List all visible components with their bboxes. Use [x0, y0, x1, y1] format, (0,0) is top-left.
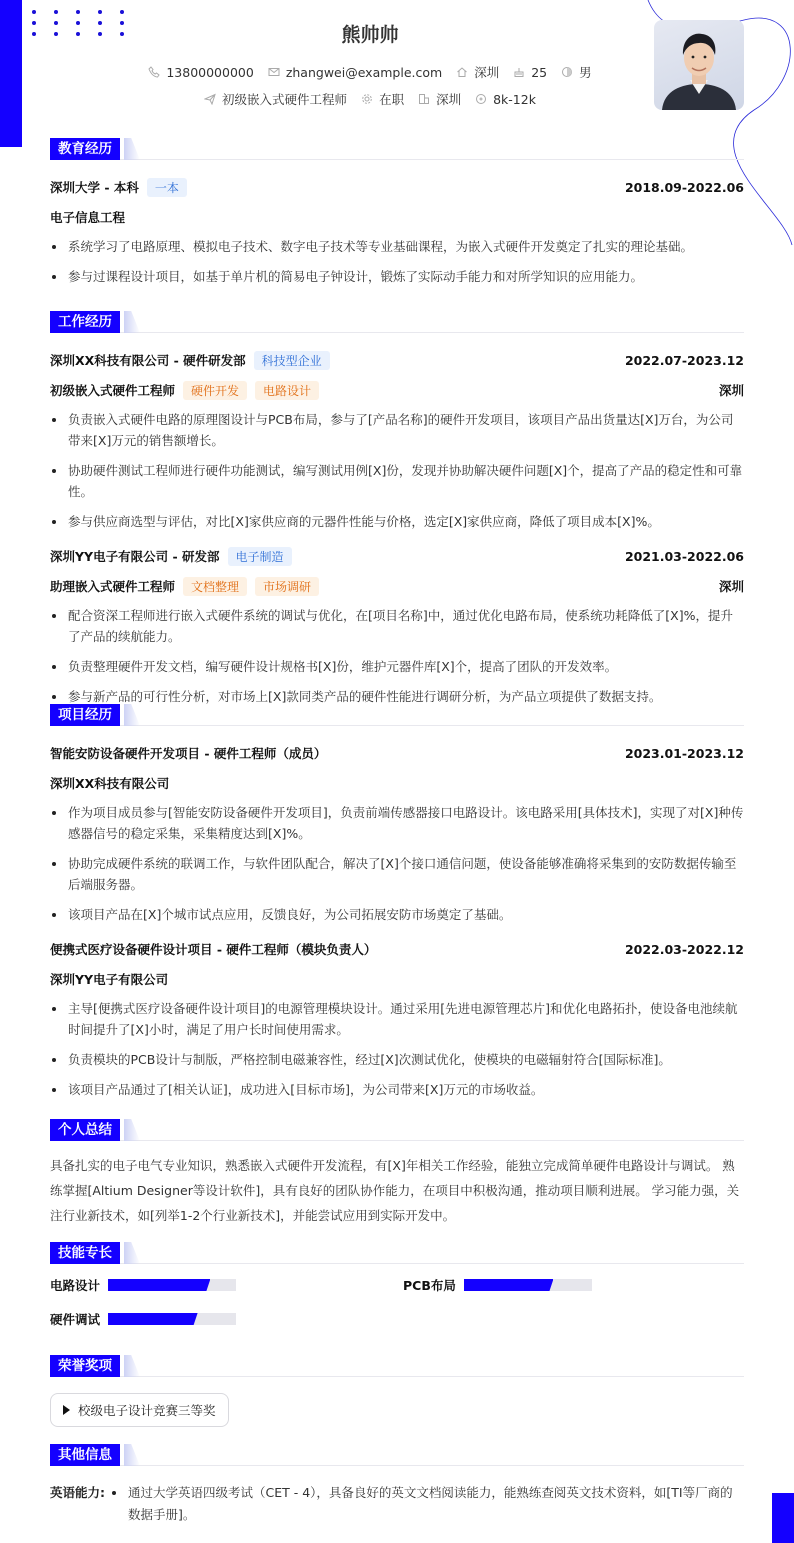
list-item: 配合资深工程师进行嵌入式硬件系统的调试与优化，在[项目名称]中，通过优化电路布局，使系统功耗降低了[X]%，提升了产品的续航能力。	[50, 605, 744, 647]
decor-dot	[54, 10, 58, 14]
list-item: 该项目产品在[X]个城市试点应用，反馈良好，为公司拓展安防市场奠定了基础。	[50, 904, 744, 925]
project-bullets	[50, 998, 744, 1100]
position-item	[204, 90, 347, 108]
company-tag: 电子制造	[228, 547, 292, 566]
project-bullets	[50, 802, 744, 925]
job-entry-1	[50, 345, 744, 375]
project-entry-2	[50, 934, 744, 964]
skill-tag: 电路设计	[255, 381, 319, 400]
skills-list	[50, 1276, 744, 1356]
age-text: 25	[531, 64, 548, 80]
list-item: 协助硬件测试工程师进行硬件功能测试，编写测试用例[X]份，发现并协助解决硬件问题[X]个，提高了产品的稳定性和可靠性。	[50, 460, 744, 502]
skill-bar	[108, 1313, 236, 1325]
summary-section-title	[50, 1119, 744, 1141]
education-date: 2018.09-2022.06	[624, 179, 744, 195]
job-role: 助理嵌入式硬件工程师	[50, 579, 176, 594]
phone-icon	[148, 66, 160, 78]
gender-icon	[561, 66, 573, 78]
job-city: 深圳	[718, 383, 744, 398]
status-text: 在职	[379, 92, 405, 107]
summary-text: 具备扎实的电子电气专业知识，熟悉嵌入式硬件开发流程，有[X]年相关工作经验，能独立完成简单硬件电路设计与调试。 熟练掌握[Altium Designer等设计软件]，具有良好的团队协作能力，在项目中积极沟通，推动项目顺利进展。 学习能力强，关注行业新技术，如[列举1-2个行业新技术]，并能尝试应用到实际开发中。	[50, 1158, 740, 1223]
skill-item	[50, 1276, 236, 1294]
gear-icon	[361, 93, 373, 105]
projects-section-title	[50, 704, 744, 726]
skill-bar-fill	[464, 1279, 554, 1291]
education-bullets	[50, 236, 744, 287]
english-list	[108, 1482, 744, 1526]
english-ability	[50, 1482, 744, 1526]
section-label: 技能专长	[50, 1242, 120, 1264]
skill-tag: 文档整理	[183, 577, 247, 596]
company-tag: 科技型企业	[254, 351, 330, 370]
list-item: 参与供应商选型与评估，对比[X]家供应商的元器件性能与价格，选定[X]家供应商，降低了项目成本[X]%。	[50, 511, 744, 532]
job-role-row	[50, 375, 744, 405]
award-item[interactable]	[50, 1393, 229, 1427]
decor-dot	[76, 10, 80, 14]
project-name: 便携式医疗设备硬件设计项目 - 硬件工程师（模块负责人）	[50, 942, 377, 957]
project-company: 深圳YY电子有限公司	[50, 972, 169, 987]
summary-section	[50, 1119, 744, 1228]
decor-dot	[32, 10, 36, 14]
section-label: 项目经历	[50, 704, 120, 726]
skill-name: 电路设计	[50, 1278, 101, 1293]
other-section	[50, 1444, 744, 1526]
project-entry-1	[50, 738, 744, 768]
list-item: 主导[便携式医疗设备硬件设计项目]的电源管理模块设计。通过采用[先进电源管理芯片]和优化电路拓扑，使设备电池续航时间提升了[X]小时，满足了用户长时间使用需求。	[50, 998, 744, 1040]
education-entry	[50, 172, 744, 202]
work-section	[50, 311, 744, 716]
age-item	[513, 65, 547, 80]
status-item	[361, 90, 404, 108]
education-section-title	[50, 138, 744, 160]
skill-bar-fill	[108, 1279, 210, 1291]
position-text: 初级嵌入式硬件工程师	[222, 92, 348, 107]
decor-dot	[98, 10, 102, 14]
cake-icon	[513, 66, 525, 78]
project-date: 2023.01-2023.12	[624, 745, 744, 761]
home-icon	[456, 66, 468, 78]
list-item: 参与新产品的可行性分析，对市场上[X]款同类产品的硬件性能进行调研分析，为产品立项提供了数据支持。	[50, 686, 744, 707]
other-section-title	[50, 1444, 744, 1466]
section-label: 个人总结	[50, 1119, 120, 1141]
decor-dot	[120, 10, 124, 14]
skill-name: 硬件调试	[50, 1312, 101, 1327]
gender-text: 男	[579, 65, 592, 80]
education-section	[50, 138, 744, 296]
skills-section-title	[50, 1242, 744, 1264]
job-date: 2022.07-2023.12	[624, 352, 744, 368]
awards-section-title	[50, 1355, 744, 1377]
major	[50, 202, 744, 232]
section-label: 教育经历	[50, 138, 120, 160]
company-name: 深圳YY电子有限公司 - 研发部	[50, 549, 220, 564]
awards-section	[50, 1355, 744, 1427]
skill-tag: 市场调研	[255, 577, 319, 596]
job-intent-row	[0, 90, 740, 108]
section-label: 荣誉奖项	[50, 1355, 120, 1377]
building-icon	[418, 93, 430, 105]
job-role: 初级嵌入式硬件工程师	[50, 383, 176, 398]
city-item	[456, 63, 499, 81]
skill-item	[50, 1310, 236, 1328]
skill-bar	[108, 1279, 236, 1291]
list-item: 系统学习了电路原理、模拟电子技术、数字电子技术等专业基础课程，为嵌入式硬件开发奠定了扎实的理论基础。	[50, 236, 744, 257]
job-bullets	[50, 605, 744, 707]
project-company-row	[50, 768, 744, 798]
send-icon	[204, 93, 216, 105]
award-text: 校级电子设计竞赛三等奖	[78, 1403, 216, 1418]
gender-item	[561, 63, 592, 81]
coin-icon	[475, 93, 487, 105]
target-city-text: 深圳	[436, 92, 462, 107]
job-bullets	[50, 409, 744, 532]
list-item: 参与过课程设计项目，如基于单片机的简易电子钟设计，锻炼了实际动手能力和对所学知识的应用能力。	[50, 266, 744, 287]
job-role-row	[50, 571, 744, 601]
project-name: 智能安防设备硬件开发项目 - 硬件工程师（成员）	[50, 746, 327, 761]
city-text: 深圳	[474, 65, 500, 80]
skill-bar	[464, 1279, 592, 1291]
email-item	[268, 65, 442, 80]
job-entry-2	[50, 541, 744, 571]
school-tag: 一本	[147, 178, 187, 197]
project-date: 2022.03-2022.12	[624, 941, 744, 957]
contact-row	[0, 63, 740, 81]
skills-section	[50, 1242, 744, 1356]
skill-bar-fill	[108, 1313, 198, 1325]
phone-text: 13800000000	[166, 64, 254, 80]
email-text: zhangwei@example.com	[285, 64, 443, 80]
school-name: 深圳大学 - 本科	[50, 180, 139, 195]
company-name: 深圳XX科技有限公司 - 硬件研发部	[50, 353, 246, 368]
skill-name: PCB布局	[403, 1278, 456, 1293]
work-section-title	[50, 311, 744, 333]
avatar	[654, 20, 744, 110]
list-item: 负责模块的PCB设计与制版，严格控制电磁兼容性，经过[X]次测试优化，使模块的电磁辐射符合[国际标准]。	[50, 1049, 744, 1070]
section-label: 工作经历	[50, 311, 120, 333]
target-city-item	[418, 90, 461, 108]
list-item: 协助完成硬件系统的联调工作，与软件团队配合，解决了[X]个接口通信问题，使设备能够准确将采集到的安防数据传输至后端服务器。	[50, 853, 744, 895]
salary-text: 8k-12k	[493, 91, 536, 107]
skill-item	[403, 1276, 592, 1294]
section-label: 其他信息	[50, 1444, 120, 1466]
english-label: 英语能力:	[50, 1485, 105, 1500]
job-date: 2021.03-2022.06	[624, 548, 744, 564]
list-item: 负责嵌入式硬件电路的原理图设计与PCB布局，参与了[产品名称]的硬件开发项目，该项目产品出货量达[X]万台，为公司带来[X]万元的销售额增长。	[50, 409, 744, 451]
major-text: 电子信息工程	[50, 210, 126, 225]
skill-tag: 硬件开发	[183, 381, 247, 400]
decor-bar-right	[772, 1493, 794, 1543]
mail-icon	[268, 66, 280, 78]
project-company: 深圳XX科技有限公司	[50, 776, 170, 791]
project-company-row	[50, 964, 744, 994]
phone-item	[148, 65, 253, 80]
list-item: 作为项目成员参与[智能安防设备硬件开发项目]，负责前端传感器接口电路设计。该电路采用[具体技术]，实现了对[X]种传感器信号的稳定采集，采集精度达到[X]%。	[50, 802, 744, 844]
list-item: 通过大学英语四级考试（CET - 4），具备良好的英文文档阅读能力，能熟练查阅英文技术资料，如[TI等厂商的数据手册]。	[108, 1482, 744, 1526]
candidate-name: 熊帅帅	[341, 24, 399, 46]
projects-section	[50, 704, 744, 1109]
salary-item	[475, 92, 536, 107]
list-item: 负责整理硬件开发文档，编写硬件设计规格书[X]份，维护元器件库[X]个，提高了团队的开发效率。	[50, 656, 744, 677]
play-icon	[63, 1405, 70, 1415]
job-city: 深圳	[718, 579, 744, 594]
list-item: 该项目产品通过了[相关认证]，成功进入[目标市场]，为公司带来[X]万元的市场收益。	[50, 1079, 744, 1100]
